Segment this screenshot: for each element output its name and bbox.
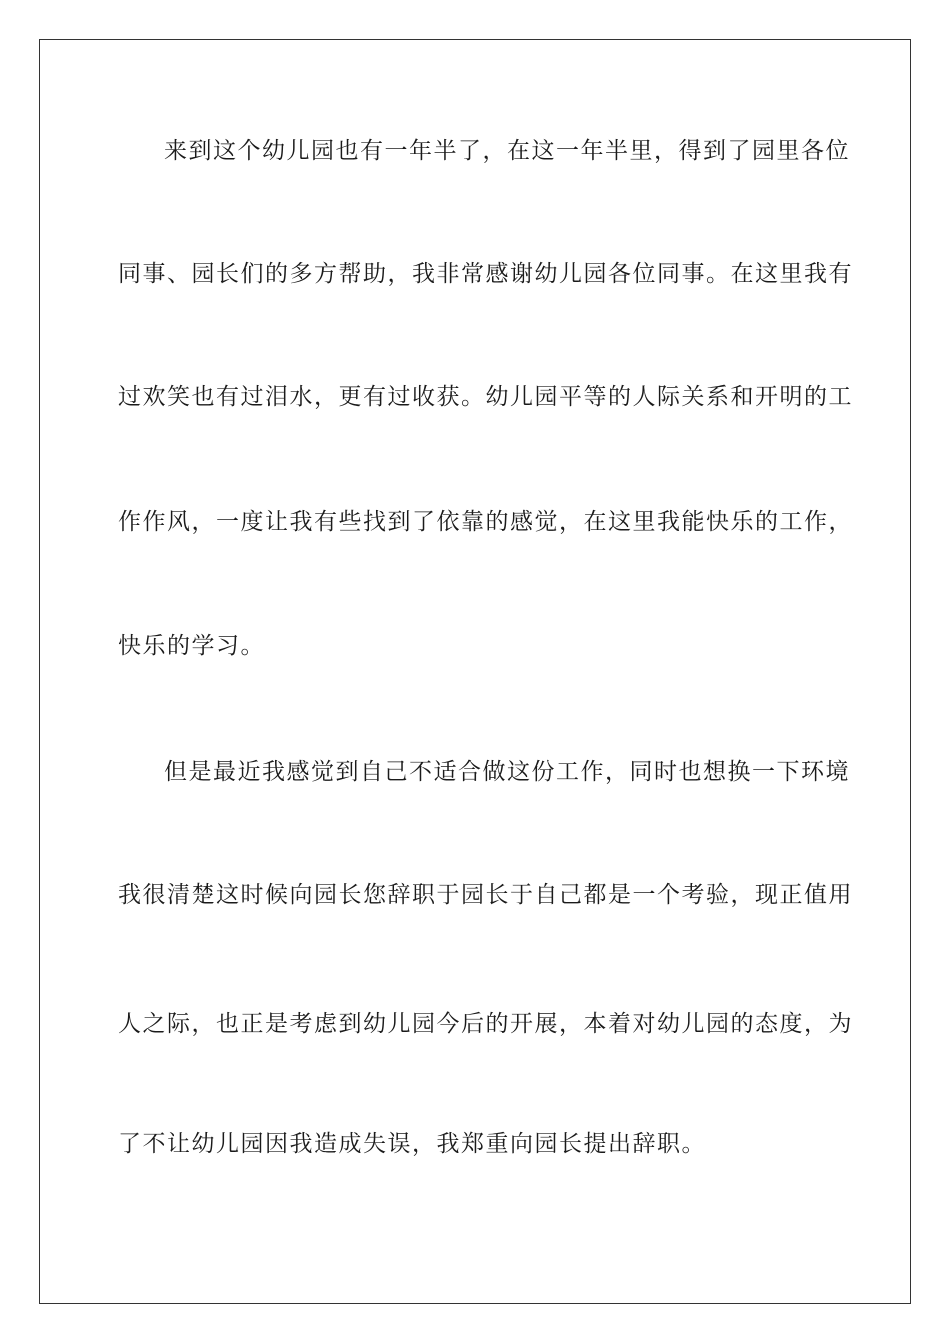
paragraph-1-line-2: 同事、园长们的多方帮助，我非常感谢幼儿园各位同事。在这里我有: [118, 261, 853, 287]
paragraph-2-line-4: 了不让幼儿园因我造成失误，我郑重向园长提出辞职。: [118, 1131, 706, 1157]
paragraph-1-line-1: 来到这个幼儿园也有一年半了，在这一年半里，得到了园里各位: [164, 138, 850, 164]
paragraph-2-line-1: 但是最近我感觉到自己不适合做这份工作，同时也想换一下环境: [164, 759, 850, 785]
paragraph-2-line-2: 我很清楚这时候向园长您辞职于园长于自己都是一个考验，现正值用: [118, 882, 853, 908]
page-border: [39, 39, 911, 1304]
paragraph-1-line-3: 过欢笑也有过泪水，更有过收获。幼儿园平等的人际关系和开明的工: [118, 384, 853, 410]
paragraph-1-line-5: 快乐的学习。: [118, 633, 265, 659]
paragraph-2-line-3: 人之际，也正是考虑到幼儿园今后的开展，本着对幼儿园的态度，为: [118, 1011, 853, 1037]
paragraph-1-line-4: 作作风，一度让我有些找到了依靠的感觉，在这里我能快乐的工作，: [118, 509, 853, 535]
